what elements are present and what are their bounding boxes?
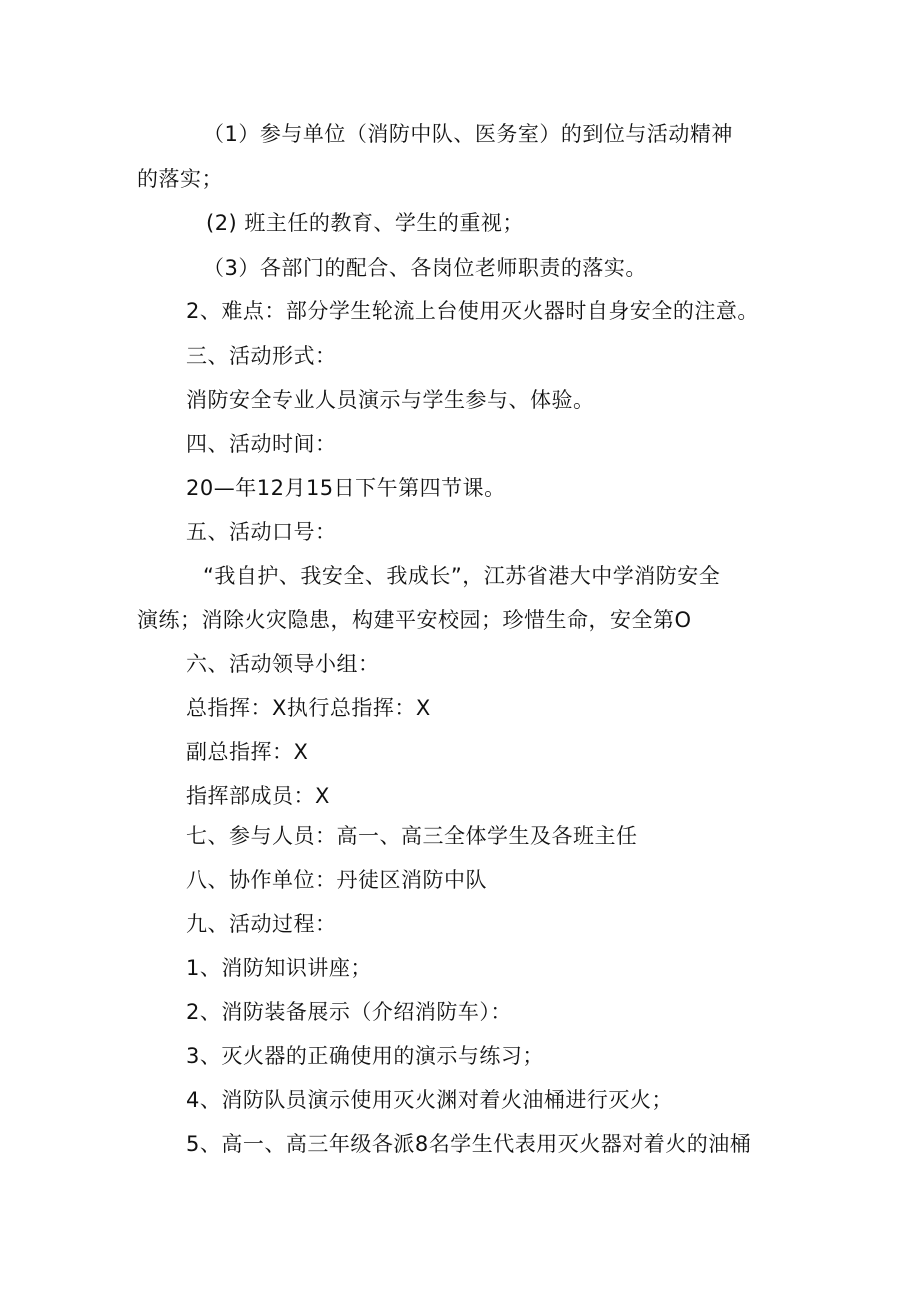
text-line-16: 指挥部成员：X bbox=[186, 784, 330, 808]
text-line-3: (2) 班主任的教育、学生的重视； bbox=[206, 211, 524, 235]
text-line-7: 消防安全专业人员演示与学生参与、体验。 bbox=[186, 388, 595, 412]
text-line-10: 五、活动口号： bbox=[186, 520, 337, 544]
text-line-11: “我自护、我安全、我成长”，江苏省港大中学消防安全 bbox=[203, 564, 721, 588]
text-line-1: （1）参与单位（消防中队、医务室）的到位与活动精神 bbox=[203, 122, 733, 146]
text-line-21: 2、消防装备展示（介绍消防车）： bbox=[186, 1000, 512, 1024]
text-line-22: 3、灭火器的正确使用的演示与练习； bbox=[186, 1044, 544, 1068]
text-line-17: 七、参与人员：高一、高三全体学生及各班主任 bbox=[186, 824, 638, 848]
text-line-18: 八、协作单位：丹徒区消防中队 bbox=[186, 868, 487, 892]
text-line-14: 总指挥：X执行总指挥：X bbox=[186, 696, 431, 720]
text-line-23: 4、消防队员演示使用灭火渊对着火油桶进行灭火； bbox=[186, 1088, 673, 1112]
text-line-15: 副总指挥：X bbox=[186, 740, 309, 764]
text-line-12: 演练；消除火灾隐患，构建平安校园；珍惜生命，安全第O bbox=[137, 608, 692, 632]
text-line-8: 四、活动时间： bbox=[186, 432, 337, 456]
text-line-19: 九、活动过程： bbox=[186, 912, 337, 936]
text-line-24: 5、高一、高三年级各派8名学生代表用灭火器对着火的油桶 bbox=[186, 1132, 752, 1156]
text-line-13: 六、活动领导小组： bbox=[186, 652, 380, 676]
text-line-5: 2、难点：部分学生轮流上台使用灭火器时自身安全的注意。 bbox=[186, 299, 759, 323]
text-line-20: 1、消防知识讲座； bbox=[186, 956, 372, 980]
text-line-6: 三、活动形式： bbox=[186, 344, 337, 368]
text-line-4: （3）各部门的配合、各岗位老师职责的落实。 bbox=[203, 256, 647, 280]
text-line-2: 的落实； bbox=[137, 167, 223, 191]
text-line-9: 20—年12月15日下午第四节课。 bbox=[186, 476, 506, 500]
